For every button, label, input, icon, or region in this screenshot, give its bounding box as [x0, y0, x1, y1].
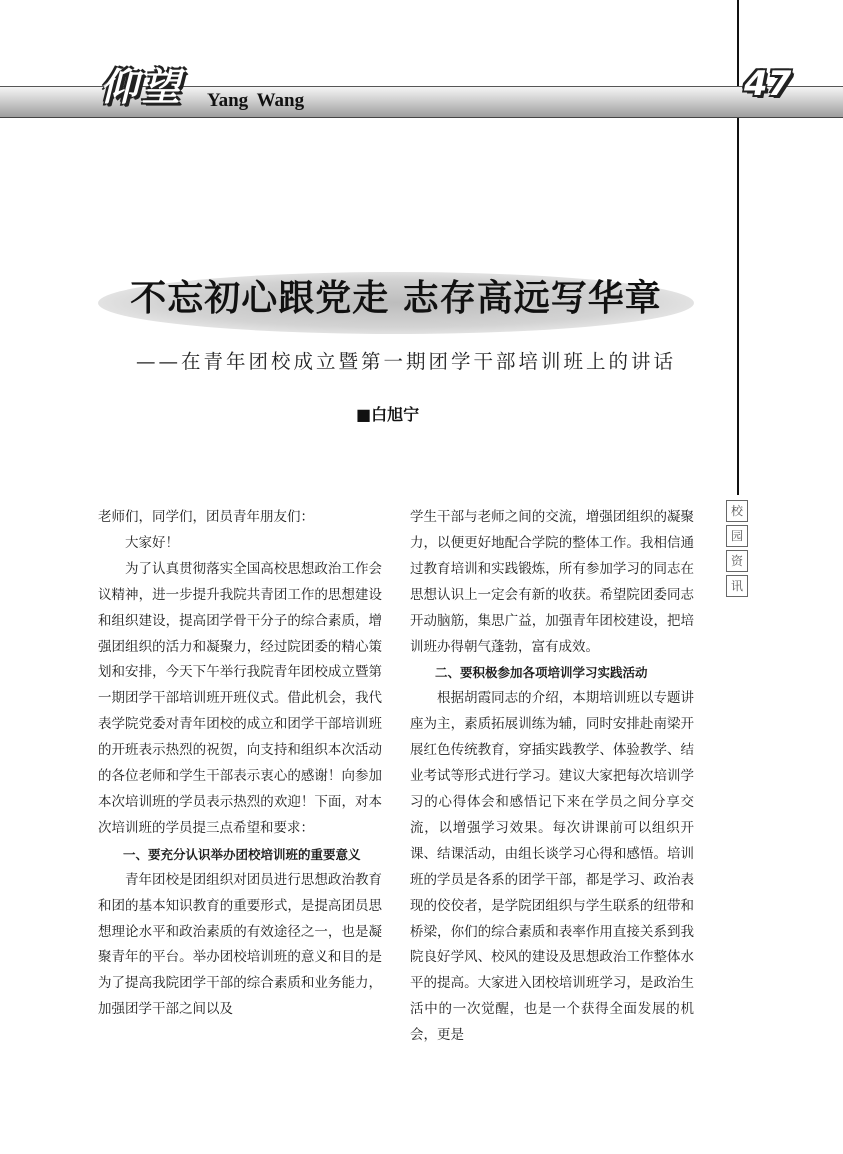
section-tag-char: 资 — [726, 550, 748, 572]
body-paragraph: 为了认真贯彻落实全国高校思想政治工作会议精神，进一步提升我院共青团工作的思想建设和组织建设，提高团学骨干分子的综合素质，增强团组织的活力和凝聚力，经过院团委的精心策划和安排，今天下午举行我院青年团校成立暨第一期团学干部培训班开班仪式。借此机会，我代表学院党委对青年团校的成立和团学干部培训班的开班表示热烈的祝贺，向支持和组织本次活动的各位老师和学生干部表示衷心的感谢！向参加本次培训班的学员表示热烈的欢迎！下面，对本次培训班的学员提三点希望和要求： — [98, 560, 382, 836]
page-number: 47 — [744, 64, 792, 104]
magazine-logo-subtitle: Yang Wang — [207, 90, 305, 111]
vertical-rule — [737, 0, 739, 495]
section-tag — [726, 500, 748, 600]
body-paragraph: 青年团校是团组织对团员进行思想政治教育和团的基本知识教育的重要形式，是提高团员思想理论水平和政治素质的有效途径之一，也是凝聚青年的平台。举办团校培训班的意义和目的是为了提高我院团学干部的综合素质和业务能力，加强团学干部之间以及 — [98, 871, 382, 1018]
article-subtitle: ——在青年团校成立暨第一期团学干部培训班上的讲话 — [135, 350, 676, 373]
section-heading-1: 一、要充分认识举办团校培训班的重要意义 — [123, 846, 361, 862]
body-column-left — [98, 505, 382, 1023]
article-author: ■白旭宁 — [356, 405, 420, 424]
section-heading-2: 二、要积极参加各项培训学习实践活动 — [435, 665, 648, 681]
magazine-logo: 仰望 — [100, 65, 185, 109]
section-tag-char: 园 — [726, 525, 748, 547]
section-tag-char: 校 — [726, 500, 748, 522]
article-title: 不忘初心跟党走 志存高远写华章 — [130, 278, 662, 319]
body-paragraph: 根据胡霞同志的介绍，本期培训班以专题讲座为主，素质拓展训练为辅，同时安排赴南梁开展红色传统教育，穿插实践教学、体验教学、结业考试等形式进行学习。建议大家把每次培训学习的心得体会和感悟记下来在学员之间分享交流，以增强学习效果。每次讲课前可以组织开课、结课活动，由组长谈学习心得和感悟。培训班的学员是各系的团学干部，都是学习、政治表现的佼佼者，是学院团组织与学生联系的纽带和桥梁，你们的综合素质和表率作用直接关系到我院良好学风、校风的建设及思想政治工作整体水平的提高。大家进入团校培训班学习，是政治生活中的一次觉醒，也是一个获得全面发展的机会，更是 — [410, 690, 694, 1044]
greeting: 大家好！ — [125, 534, 179, 551]
salutation: 老师们，同学们，团员青年朋友们： — [98, 509, 314, 525]
body-paragraph: 学生干部与老师之间的交流，增强团组织的凝聚力，以便更好地配合学院的整体工作。我相信通过教育培训和实践锻炼，所有参加学习的同志在思想认识上一定会有新的收获。希望院团委同志开动脑筋，集思广益，加强青年团校建设，把培训班办得朝气蓬勃，富有成效。 — [410, 509, 694, 655]
section-tag-char: 讯 — [726, 575, 748, 597]
body-column-right — [410, 505, 694, 1049]
